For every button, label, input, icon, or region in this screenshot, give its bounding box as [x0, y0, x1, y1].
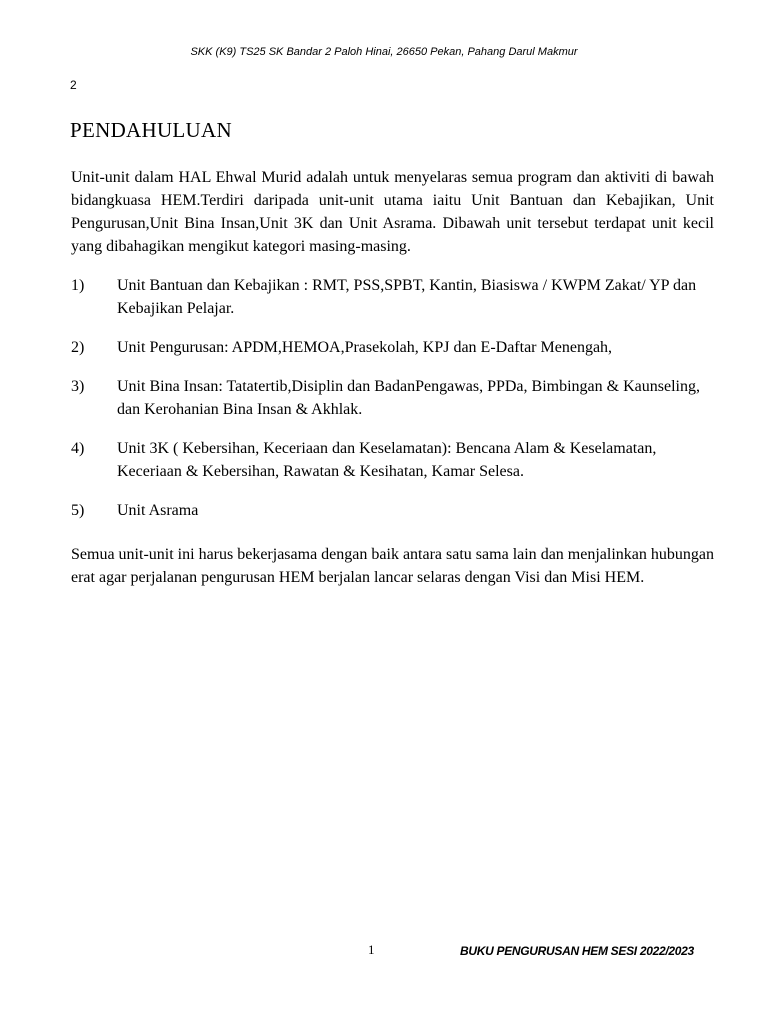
list-item — [71, 375, 714, 421]
page-mark: 2 — [70, 78, 77, 92]
list-item — [71, 336, 714, 359]
list-item — [71, 499, 714, 522]
intro-paragraph: Unit-unit dalam HAL Ehwal Murid adalah untuk menyelaras semua program dan aktiviti di bawah bidangkuasa HEM.Terdiri daripada unit-unit utama iaitu Unit Bantuan dan Kebajikan, Unit Pengurusan,Unit Bina Insan,Unit 3K dan Unit Asrama. Dibawah unit tersebut terdapat unit kecil yang dibahagikan mengikut kategori masing-masing. — [71, 169, 714, 255]
list-item-number: 1) — [71, 277, 85, 294]
list-item — [71, 437, 714, 483]
list-item-number: 5) — [71, 502, 85, 519]
list-item — [71, 274, 714, 320]
list-item-text: Unit Pengurusan: APDM,HEMOA,Prasekolah, KPJ dan E-Daftar Menengah, — [117, 339, 613, 356]
closing-paragraph: Semua unit-unit ini harus bekerjasama dengan baik antara satu sama lain dan menjalinkan hubungan erat agar perjalanan pengurusan HEM berjalan lancar selaras dengan Visi dan Misi HEM. — [71, 546, 714, 586]
list-item-text: Unit 3K ( Kebersihan, Keceriaan dan Keselamatan): Bencana Alam & Keselamatan, Keceriaan & Kebersihan, Rawatan & Kesihatan, Kamar Selesa. — [117, 440, 657, 480]
list-item-number: 4) — [71, 440, 85, 457]
list-item-number: 3) — [71, 378, 85, 395]
footer-book-title: BUKU PENGURUSAN HEM SESI 2022/2023 — [460, 944, 694, 958]
list-item-text: Unit Bina Insan: Tatatertib,Disiplin dan BadanPengawas, PPDa, Bimbingan & Kaunseling, dan Kerohanian Bina Insan & Akhlak. — [117, 378, 700, 418]
page-header-address: SKK (K9) TS25 SK Bandar 2 Paloh Hinai, 26650 Pekan, Pahang Darul Makmur — [190, 46, 578, 58]
section-title: PENDAHULUAN — [70, 118, 232, 142]
list-item-text: Unit Asrama — [117, 502, 199, 519]
list-item-number: 2) — [71, 339, 85, 356]
footer-page-number: 1 — [368, 942, 375, 957]
list-item-text: Unit Bantuan dan Kebajikan : RMT, PSS,SPBT, Kantin, Biasiswa / KWPM Zakat/ YP dan Kebajikan Pelajar. — [117, 277, 697, 317]
unit-list — [71, 274, 714, 538]
